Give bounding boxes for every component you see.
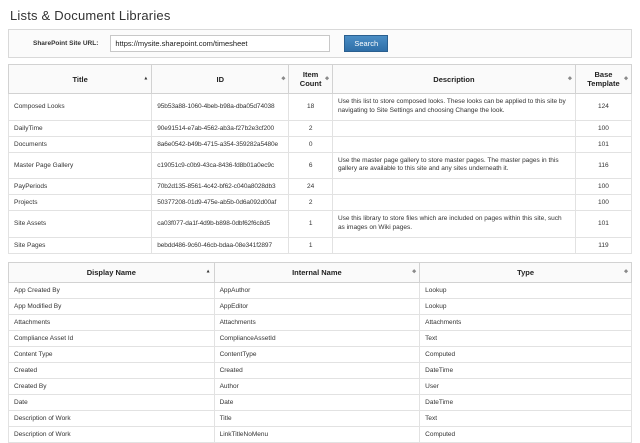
- sort-none-icon: ◆: [624, 268, 628, 275]
- cell-base-template: 124: [575, 94, 631, 121]
- table-separator: [4, 254, 636, 262]
- cell-type: Text: [420, 330, 632, 346]
- cell-item-count: 2: [289, 120, 333, 136]
- cell-base-template: 101: [575, 136, 631, 152]
- table-row[interactable]: [9, 120, 632, 136]
- table-row[interactable]: [9, 211, 632, 238]
- column-header-display-name[interactable]: [9, 262, 215, 282]
- cell-id: 70b2d135-8561-4c42-bf62-c040a8028db3: [152, 179, 289, 195]
- cell-id: 95b53a88-1060-4beb-b98a-dba05d74038: [152, 94, 289, 121]
- sort-none-icon: ◆: [568, 75, 572, 82]
- cell-id: 8a6e0542-b49b-4715-a354-359282a5480e: [152, 136, 289, 152]
- cell-type: Lookup: [420, 298, 632, 314]
- site-url-label: SharePoint Site URL:: [33, 40, 99, 47]
- table-row[interactable]: [9, 346, 632, 362]
- cell-title: Projects: [9, 195, 152, 211]
- cell-display-name: Description of Work: [9, 410, 215, 426]
- column-header-title-label: Title: [72, 74, 88, 84]
- table-row[interactable]: [9, 410, 632, 426]
- column-header-display-name-label: Display Name: [86, 267, 136, 277]
- cell-internal-name: AppEditor: [214, 298, 420, 314]
- cell-internal-name: AppAuthor: [214, 282, 420, 298]
- sort-asc-icon: ▲: [143, 75, 149, 82]
- lists-table-header-row: [9, 65, 632, 94]
- cell-item-count: 18: [289, 94, 333, 121]
- cell-display-name: Created: [9, 362, 215, 378]
- cell-display-name: Created By: [9, 378, 215, 394]
- cell-id: 90e91514-e7ab-4562-ab3a-f27b2e3cf200: [152, 120, 289, 136]
- cell-item-count: 2: [289, 195, 333, 211]
- column-header-internal-name[interactable]: [214, 262, 420, 282]
- cell-id: bebdd486-9c60-46cb-bdaa-08e341f2897: [152, 237, 289, 253]
- cell-description: [332, 120, 575, 136]
- lists-table: [8, 64, 632, 254]
- cell-internal-name: ComplianceAssetId: [214, 330, 420, 346]
- table-row[interactable]: [9, 298, 632, 314]
- cell-item-count: 6: [289, 152, 333, 179]
- column-header-type-label: Type: [517, 267, 535, 277]
- cell-description: [332, 179, 575, 195]
- cell-id: 50377208-01d9-475e-ab5b-0d6a092d00af: [152, 195, 289, 211]
- cell-base-template: 119: [575, 237, 631, 253]
- cell-base-template: 100: [575, 120, 631, 136]
- sort-none-icon: ◆: [281, 75, 286, 82]
- column-header-item-count-label: Item Count: [299, 70, 322, 88]
- search-button[interactable]: Search: [344, 35, 388, 52]
- cell-base-template: 100: [575, 195, 631, 211]
- table-row[interactable]: [9, 282, 632, 298]
- column-header-base-template[interactable]: [575, 65, 631, 94]
- cell-base-template: 101: [575, 211, 631, 238]
- cell-display-name: Compliance Asset Id: [9, 330, 215, 346]
- cell-internal-name: LinkTitleNoMenu: [214, 426, 420, 442]
- sort-asc-icon: ▲: [205, 268, 211, 275]
- cell-title: PayPeriods: [9, 179, 152, 195]
- cell-internal-name: Author: [214, 378, 420, 394]
- column-header-id-label: ID: [216, 74, 225, 84]
- cell-type: User: [420, 378, 632, 394]
- cell-display-name: Date: [9, 394, 215, 410]
- table-row[interactable]: [9, 152, 632, 179]
- cell-description: Use this list to store composed looks. These looks can be applied to this site by navigating to Site Settings and choosing Change the look.: [332, 94, 575, 121]
- cell-description: [332, 195, 575, 211]
- cell-title: Site Assets: [9, 211, 152, 238]
- cell-title: Site Pages: [9, 237, 152, 253]
- cell-item-count: 1: [289, 211, 333, 238]
- table-row[interactable]: [9, 426, 632, 442]
- cell-id: c19051c9-c0b9-43ca-8436-fd8b01a0ec9c: [152, 152, 289, 179]
- cell-type: Text: [420, 410, 632, 426]
- cell-display-name: Description of Work: [9, 426, 215, 442]
- table-row[interactable]: [9, 136, 632, 152]
- column-header-internal-name-label: Internal Name: [292, 267, 342, 277]
- column-header-title[interactable]: [9, 65, 152, 94]
- sort-none-icon: ◆: [325, 75, 329, 82]
- site-url-input[interactable]: [110, 35, 330, 52]
- site-url-search-bar: [8, 29, 632, 58]
- cell-type: DateTime: [420, 394, 632, 410]
- column-header-description-label: Description: [433, 74, 475, 84]
- cell-description: Use this library to store files which are included on pages within this site, such as images on Wiki pages.: [332, 211, 575, 238]
- cell-base-template: 116: [575, 152, 631, 179]
- cell-description: [332, 237, 575, 253]
- cell-internal-name: Title: [214, 410, 420, 426]
- column-header-id[interactable]: [152, 65, 289, 94]
- cell-internal-name: Date: [214, 394, 420, 410]
- column-header-item-count[interactable]: [289, 65, 333, 94]
- table-row[interactable]: [9, 394, 632, 410]
- table-row[interactable]: [9, 378, 632, 394]
- table-row[interactable]: [9, 237, 632, 253]
- cell-display-name: Content Type: [9, 346, 215, 362]
- cell-type: Computed: [420, 346, 632, 362]
- cell-internal-name: Created: [214, 362, 420, 378]
- cell-type: Computed: [420, 426, 632, 442]
- cell-base-template: 100: [575, 179, 631, 195]
- cell-display-name: App Created By: [9, 282, 215, 298]
- cell-type: Lookup: [420, 282, 632, 298]
- cell-type: DateTime: [420, 362, 632, 378]
- cell-display-name: App Modified By: [9, 298, 215, 314]
- table-row[interactable]: [9, 179, 632, 195]
- cell-item-count: 24: [289, 179, 333, 195]
- table-row[interactable]: [9, 314, 632, 330]
- table-row[interactable]: [9, 94, 632, 121]
- cell-title: Master Page Gallery: [9, 152, 152, 179]
- sort-none-icon: ◆: [624, 75, 628, 82]
- cell-item-count: 0: [289, 136, 333, 152]
- sort-none-icon: ◆: [412, 268, 417, 275]
- cell-description: Use the master page gallery to store master pages. The master pages in this gallery are available to this site and any sites underneath it.: [332, 152, 575, 179]
- cell-type: Attachments: [420, 314, 632, 330]
- cell-internal-name: Attachments: [214, 314, 420, 330]
- column-header-description[interactable]: [332, 65, 575, 94]
- table-row[interactable]: [9, 362, 632, 378]
- table-row[interactable]: [9, 195, 632, 211]
- column-header-type[interactable]: [420, 262, 632, 282]
- cell-internal-name: ContentType: [214, 346, 420, 362]
- column-header-base-template-label: Base Template: [587, 70, 620, 88]
- cell-description: [332, 136, 575, 152]
- table-row[interactable]: [9, 330, 632, 346]
- cell-title: Composed Looks: [9, 94, 152, 121]
- cell-id: ca03f077-da1f-4d9b-b898-0dbf62f6c8d5: [152, 211, 289, 238]
- fields-table-header-row: [9, 262, 632, 282]
- fields-table: [8, 262, 632, 443]
- cell-item-count: 1: [289, 237, 333, 253]
- cell-title: DailyTime: [9, 120, 152, 136]
- cell-title: Documents: [9, 136, 152, 152]
- page-title: Lists & Document Libraries: [10, 8, 171, 23]
- cell-display-name: Attachments: [9, 314, 215, 330]
